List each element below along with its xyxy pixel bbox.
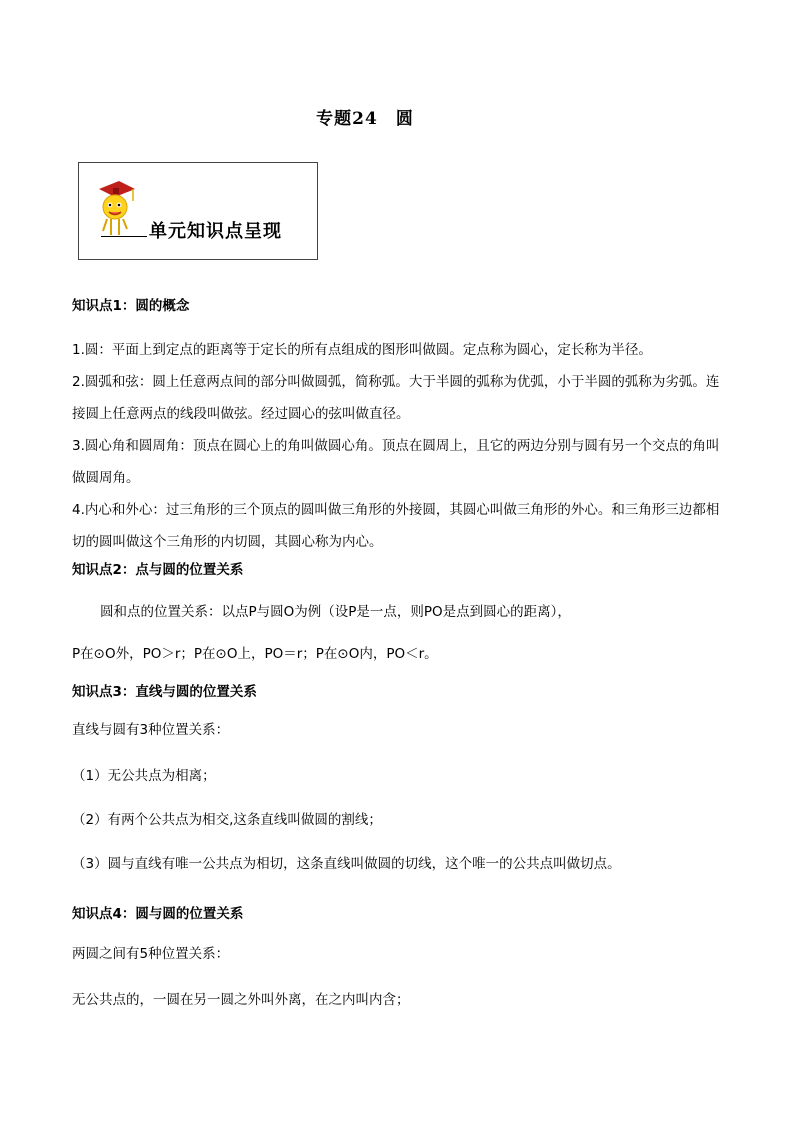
paragraph-3-2: （1）无公共点为相离； <box>72 768 216 784</box>
section-heading-1: 知识点1：圆的概念 <box>72 298 190 314</box>
paragraph-3-4: （3）圆与直线有唯一公共点为相切，这条直线叫做圆的切线，这个唯一的公共点叫做切点。 <box>72 856 621 872</box>
section-heading-2: 知识点2：点与圆的位置关系 <box>72 562 244 578</box>
paragraph-2-2: P在⊙O外，PO＞r；P在⊙O上，PO＝r；P在⊙O内，PO＜r。 <box>72 646 438 662</box>
page-title: 专题24 圆 <box>316 109 414 129</box>
paragraph-3-1: 直线与圆有3种位置关系： <box>72 722 230 738</box>
paragraph-2-1: 圆和点的位置关系：以点P与圆O为例（设P是一点，则PO是点到圆心的距离）， <box>100 604 571 620</box>
banner-underline <box>101 236 147 237</box>
paragraph-4-2: 无公共点的，一圆在另一圆之外叫外离，在之内叫内含； <box>72 992 410 1008</box>
section-heading-3: 知识点3：直线与圆的位置关系 <box>72 684 257 700</box>
section-heading-4: 知识点4：圆与圆的位置关系 <box>72 906 244 922</box>
section-banner <box>78 162 318 260</box>
paragraph-3-3: （2）有两个公共点为相交,这条直线叫做圆的割线； <box>72 812 382 828</box>
banner-label: 单元知识点呈现 <box>149 221 282 242</box>
paragraph-4-1: 两圆之间有5种位置关系： <box>72 946 230 962</box>
graduate-mascot-icon <box>93 177 137 241</box>
paragraph-1-3: 3.圆心角和圆周角：顶点在圆心上的角叫做圆心角。顶点在圆周上，且它的两边分别与圆有另一个交点的角叫做圆周角。 <box>72 438 720 486</box>
paragraph-1-4: 4.内心和外心：过三角形的三个顶点的圆叫做三角形的外接圆，其圆心叫做三角形的外心。和三角形三边都相切的圆叫做这个三角形的内切圆，其圆心称为内心。 <box>72 502 720 550</box>
paragraph-1-2: 2.圆弧和弦：圆上任意两点间的部分叫做圆弧，简称弧。大于半圆的弧称为优弧，小于半圆的弧称为劣弧。连接圆上任意两点的线段叫做弦。经过圆心的弦叫做直径。 <box>72 374 720 422</box>
paragraph-1-1: 1.圆：平面上到定点的距离等于定长的所有点组成的图形叫做圆。定点称为圆心，定长称为半径。 <box>72 342 652 358</box>
